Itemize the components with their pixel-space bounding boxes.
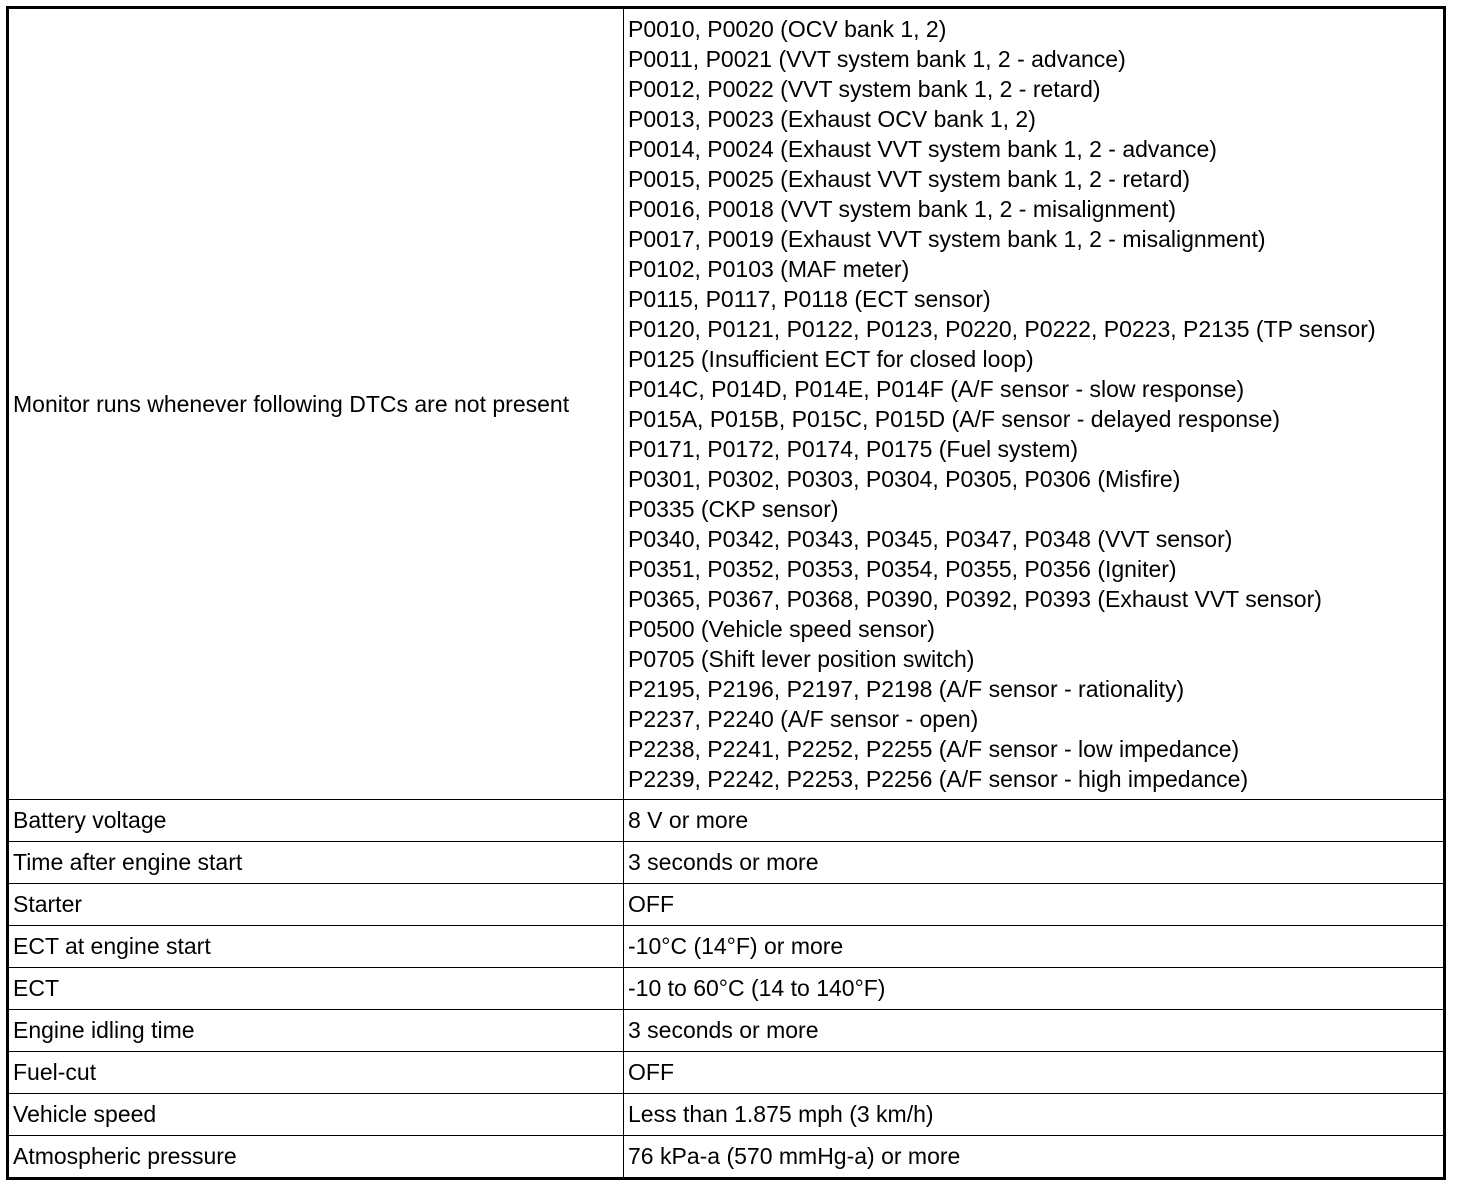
param-label: Atmospheric pressure	[9, 1135, 624, 1177]
dtc-line: P0011, P0021 (VVT system bank 1, 2 - advance)	[628, 45, 1126, 72]
param-value: -10°C (14°F) or more	[624, 925, 1444, 967]
param-value: Less than 1.875 mph (3 km/h)	[624, 1093, 1444, 1135]
param-row-starter	[9, 883, 1443, 925]
dtc-list-cell	[624, 9, 1444, 799]
dtc-line: P0115, P0117, P0118 (ECT sensor)	[628, 285, 991, 312]
param-row-ect	[9, 967, 1443, 1009]
conditions-table-frame	[6, 6, 1446, 1180]
dtc-line: P0016, P0018 (VVT system bank 1, 2 - misalignment)	[628, 195, 1177, 222]
dtc-line: P2238, P2241, P2252, P2255 (A/F sensor - low impedance)	[628, 735, 1240, 762]
dtc-line: P0013, P0023 (Exhaust OCV bank 1, 2)	[628, 105, 1036, 132]
param-row-ect-at-start	[9, 925, 1443, 967]
param-label: Starter	[9, 883, 624, 925]
param-row-atmospheric-pressure	[9, 1135, 1443, 1177]
dtc-line: P0015, P0025 (Exhaust VVT system bank 1, 2 - retard)	[628, 165, 1191, 192]
dtc-line: P0010, P0020 (OCV bank 1, 2)	[628, 15, 947, 42]
param-value: OFF	[624, 1051, 1444, 1093]
param-label: Engine idling time	[9, 1009, 624, 1051]
dtc-line: P2239, P2242, P2253, P2256 (A/F sensor - high impedance)	[628, 765, 1249, 792]
param-row-battery-voltage	[9, 799, 1443, 841]
dtc-line: P015A, P015B, P015C, P015D (A/F sensor - delayed response)	[628, 405, 1281, 432]
param-label: Vehicle speed	[9, 1093, 624, 1135]
dtc-line: P2237, P2240 (A/F sensor - open)	[628, 705, 979, 732]
param-row-fuel-cut	[9, 1051, 1443, 1093]
param-value: 76 kPa-a (570 mmHg-a) or more	[624, 1135, 1444, 1177]
dtc-line: P0014, P0024 (Exhaust VVT system bank 1, 2 - advance)	[628, 135, 1217, 162]
param-label: Fuel-cut	[9, 1051, 624, 1093]
dtc-line: P2195, P2196, P2197, P2198 (A/F sensor - rationality)	[628, 675, 1185, 702]
param-label: ECT	[9, 967, 624, 1009]
param-row-time-after-start	[9, 841, 1443, 883]
param-value: OFF	[624, 883, 1444, 925]
dtc-line: P0500 (Vehicle speed sensor)	[628, 615, 935, 642]
dtc-line: P0335 (CKP sensor)	[628, 495, 839, 522]
dtc-line: P0171, P0172, P0174, P0175 (Fuel system)	[628, 435, 1079, 462]
conditions-table	[9, 9, 1443, 1177]
dtc-line: P0012, P0022 (VVT system bank 1, 2 - retard)	[628, 75, 1101, 102]
dtc-line: P0017, P0019 (Exhaust VVT system bank 1, 2 - misalignment)	[628, 225, 1266, 252]
param-label: ECT at engine start	[9, 925, 624, 967]
dtc-line: P0120, P0121, P0122, P0123, P0220, P0222, P0223, P2135 (TP sensor)	[628, 315, 1376, 342]
dtc-row	[9, 9, 1443, 799]
dtc-line: P0351, P0352, P0353, P0354, P0355, P0356 (Igniter)	[628, 555, 1177, 582]
param-row-vehicle-speed	[9, 1093, 1443, 1135]
param-row-idling-time	[9, 1009, 1443, 1051]
dtc-line: P0301, P0302, P0303, P0304, P0305, P0306 (Misfire)	[628, 465, 1181, 492]
dtc-line: P0125 (Insufficient ECT for closed loop)	[628, 345, 1034, 372]
param-value: 3 seconds or more	[624, 841, 1444, 883]
dtc-line: P0705 (Shift lever position switch)	[628, 645, 975, 672]
param-label: Battery voltage	[9, 799, 624, 841]
param-value: -10 to 60°C (14 to 140°F)	[624, 967, 1444, 1009]
param-value: 3 seconds or more	[624, 1009, 1444, 1051]
dtc-line: P0102, P0103 (MAF meter)	[628, 255, 910, 282]
dtc-line: P0340, P0342, P0343, P0345, P0347, P0348 (VVT sensor)	[628, 525, 1233, 552]
param-value: 8 V or more	[624, 799, 1444, 841]
dtc-line: P014C, P014D, P014E, P014F (A/F sensor - slow response)	[628, 375, 1245, 402]
dtc-row-label: Monitor runs whenever following DTCs are not present	[9, 9, 624, 799]
dtc-line: P0365, P0367, P0368, P0390, P0392, P0393 (Exhaust VVT sensor)	[628, 585, 1322, 612]
param-label: Time after engine start	[9, 841, 624, 883]
